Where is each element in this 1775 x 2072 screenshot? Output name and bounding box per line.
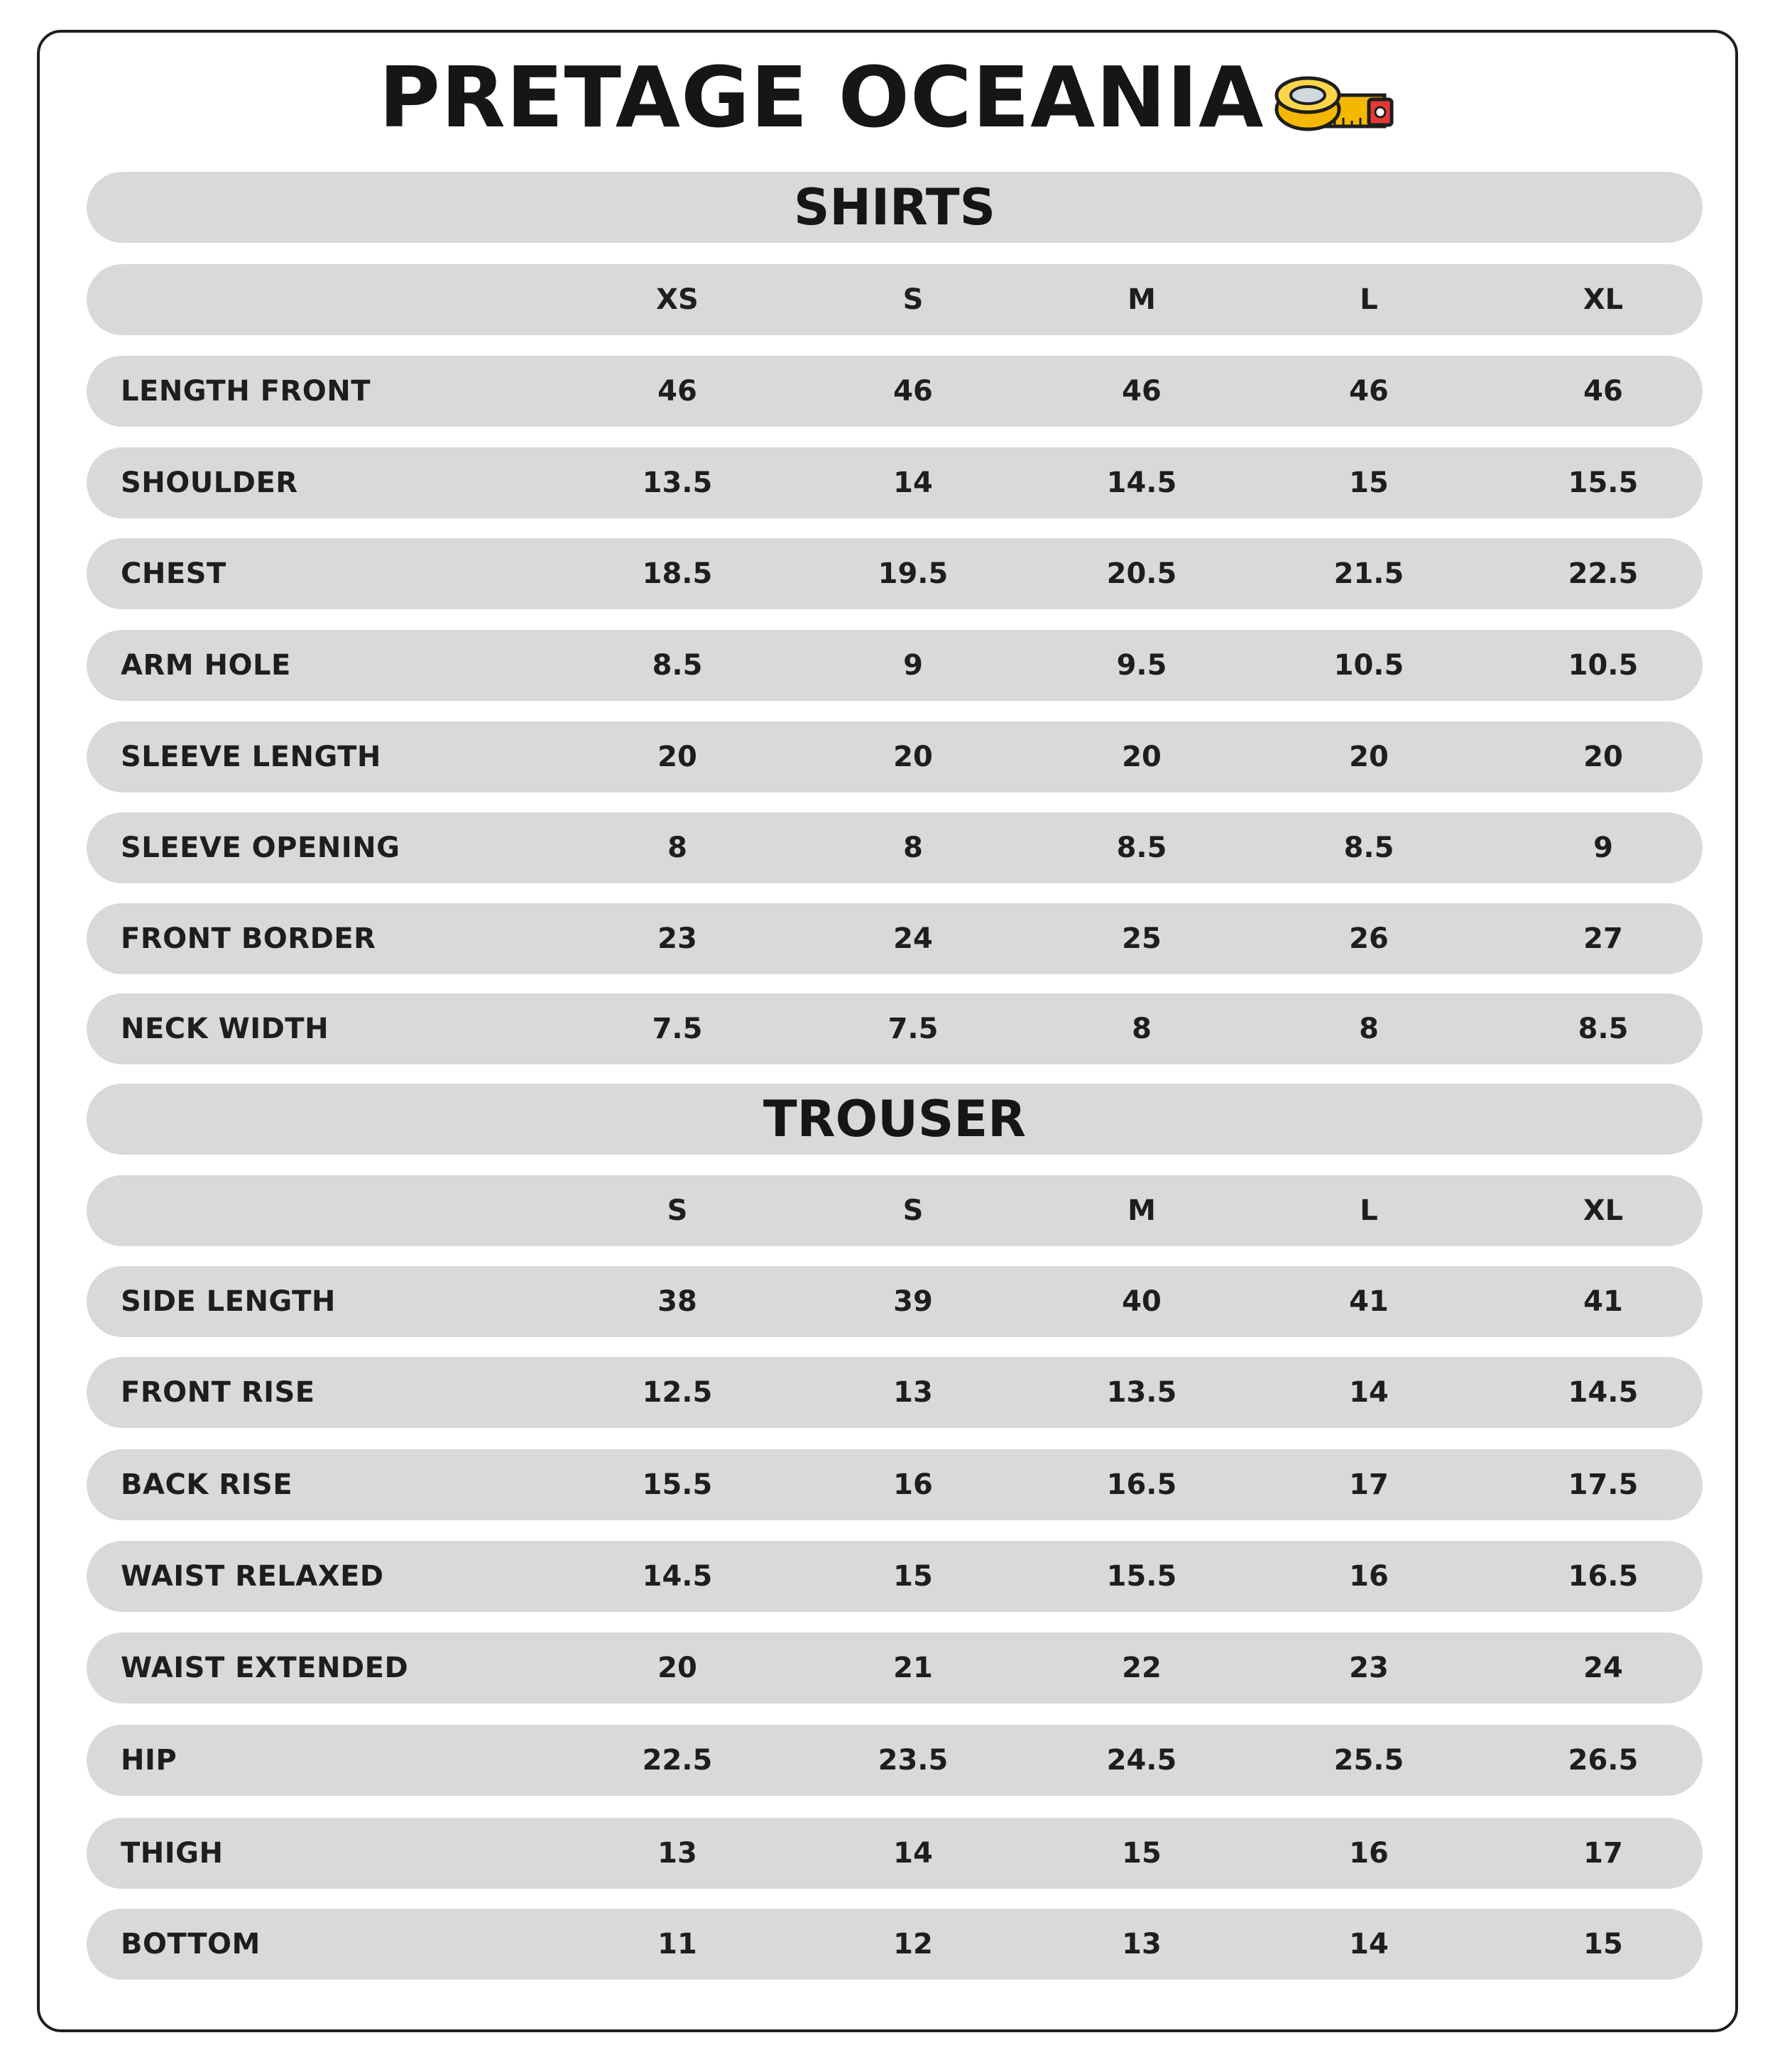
row-label: HIP bbox=[121, 1744, 178, 1777]
table-cell: 39 bbox=[893, 1285, 933, 1318]
table-cell: 9 bbox=[903, 649, 923, 682]
table-cell: 15 bbox=[893, 1560, 933, 1593]
table-cell: 46 bbox=[1583, 375, 1623, 408]
size-header: S bbox=[667, 1194, 688, 1227]
table-cell: 8.5 bbox=[652, 649, 703, 682]
table-cell: 14 bbox=[893, 467, 933, 499]
table-cell: 46 bbox=[893, 375, 933, 408]
table-cell: 26.5 bbox=[1568, 1744, 1639, 1777]
table-row bbox=[87, 630, 1703, 701]
table-cell: 23 bbox=[657, 922, 697, 955]
table-row bbox=[87, 1725, 1703, 1796]
table-row bbox=[87, 1357, 1703, 1428]
trouser-heading: TROUSER bbox=[763, 1090, 1027, 1148]
header bbox=[0, 44, 1775, 151]
table-cell: 15 bbox=[1122, 1837, 1162, 1870]
measuring-tape-icon bbox=[1274, 67, 1396, 135]
row-label: FRONT BORDER bbox=[121, 922, 376, 955]
table-cell: 13.5 bbox=[642, 467, 713, 499]
table-cell: 16 bbox=[893, 1468, 933, 1501]
row-label: SHOULDER bbox=[121, 467, 298, 499]
table-cell: 19.5 bbox=[878, 557, 949, 590]
row-label: CHEST bbox=[121, 557, 226, 590]
table-cell: 8.5 bbox=[1343, 831, 1394, 864]
table-cell: 10.5 bbox=[1568, 649, 1639, 682]
table-cell: 20 bbox=[1583, 741, 1623, 773]
table-cell: 7.5 bbox=[888, 1013, 939, 1045]
table-row bbox=[87, 1266, 1703, 1337]
table-cell: 13 bbox=[893, 1376, 933, 1409]
table-cell: 41 bbox=[1349, 1285, 1389, 1318]
table-cell: 20 bbox=[657, 741, 697, 773]
table-cell: 14 bbox=[893, 1837, 933, 1870]
table-cell: 14.5 bbox=[1106, 467, 1177, 499]
table-cell: 15 bbox=[1349, 467, 1389, 499]
row-label: FRONT RISE bbox=[121, 1376, 315, 1409]
table-cell: 13 bbox=[657, 1837, 697, 1870]
table-cell: 16.5 bbox=[1568, 1560, 1639, 1593]
size-header: XS bbox=[656, 283, 699, 316]
table-cell: 12.5 bbox=[642, 1376, 713, 1409]
table-cell: 20 bbox=[657, 1652, 697, 1684]
table-row bbox=[87, 993, 1703, 1064]
table-cell: 20 bbox=[893, 741, 933, 773]
table-cell: 21.5 bbox=[1333, 557, 1404, 590]
table-cell: 8.5 bbox=[1578, 1013, 1629, 1045]
table-cell: 9 bbox=[1593, 831, 1613, 864]
row-label: SLEEVE OPENING bbox=[121, 831, 400, 864]
table-row bbox=[87, 1632, 1703, 1703]
table-cell: 11 bbox=[657, 1928, 697, 1961]
table-cell: 15 bbox=[1583, 1928, 1623, 1961]
table-cell: 8 bbox=[1132, 1013, 1152, 1045]
table-row bbox=[87, 356, 1703, 427]
table-cell: 10.5 bbox=[1333, 649, 1404, 682]
table-cell: 15.5 bbox=[1106, 1560, 1177, 1593]
table-row bbox=[87, 1818, 1703, 1889]
table-cell: 13.5 bbox=[1106, 1376, 1177, 1409]
table-row bbox=[87, 812, 1703, 883]
table-cell: 8 bbox=[1359, 1013, 1379, 1045]
size-header: S bbox=[902, 283, 924, 316]
table-cell: 20 bbox=[1122, 741, 1162, 773]
table-row bbox=[87, 1449, 1703, 1520]
row-label: THIGH bbox=[121, 1837, 224, 1870]
row-label: BACK RISE bbox=[121, 1468, 293, 1501]
table-cell: 15.5 bbox=[1568, 467, 1639, 499]
table-cell: 46 bbox=[1122, 375, 1162, 408]
size-header: XL bbox=[1583, 283, 1624, 316]
table-cell: 15.5 bbox=[642, 1468, 713, 1501]
size-header: XL bbox=[1583, 1194, 1624, 1227]
table-cell: 22 bbox=[1122, 1652, 1162, 1684]
table-cell: 12 bbox=[893, 1928, 933, 1961]
table-row bbox=[87, 1909, 1703, 1980]
table-row bbox=[87, 1541, 1703, 1612]
table-cell: 21 bbox=[893, 1652, 933, 1684]
shirts-section-header bbox=[87, 172, 1703, 243]
size-header: M bbox=[1127, 1194, 1156, 1227]
table-cell: 41 bbox=[1583, 1285, 1623, 1318]
table-cell: 17.5 bbox=[1568, 1468, 1639, 1501]
table-cell: 23.5 bbox=[878, 1744, 949, 1777]
size-header: L bbox=[1360, 1194, 1378, 1227]
table-cell: 14 bbox=[1349, 1376, 1389, 1409]
row-label: SIDE LENGTH bbox=[121, 1285, 336, 1318]
table-row bbox=[87, 721, 1703, 792]
table-cell: 26 bbox=[1349, 922, 1389, 955]
table-cell: 17 bbox=[1349, 1468, 1389, 1501]
size-header: L bbox=[1360, 283, 1378, 316]
table-cell: 13 bbox=[1122, 1928, 1162, 1961]
size-header: S bbox=[902, 1194, 924, 1227]
table-row bbox=[87, 903, 1703, 974]
table-cell: 8 bbox=[667, 831, 687, 864]
table-cell: 46 bbox=[657, 375, 697, 408]
table-cell: 40 bbox=[1122, 1285, 1162, 1318]
row-label: NECK WIDTH bbox=[121, 1013, 329, 1045]
table-cell: 24 bbox=[893, 922, 933, 955]
table-cell: 20.5 bbox=[1106, 557, 1177, 590]
table-cell: 7.5 bbox=[652, 1013, 703, 1045]
table-cell: 14.5 bbox=[642, 1560, 713, 1593]
row-label: SLEEVE LENGTH bbox=[121, 741, 381, 773]
table-cell: 24 bbox=[1583, 1652, 1623, 1684]
table-cell: 16 bbox=[1349, 1837, 1389, 1870]
table-cell: 27 bbox=[1583, 922, 1623, 955]
table-cell: 17 bbox=[1583, 1837, 1623, 1870]
table-cell: 16.5 bbox=[1106, 1468, 1177, 1501]
table-cell: 14 bbox=[1349, 1928, 1389, 1961]
row-label: ARM HOLE bbox=[121, 649, 291, 682]
shirts-size-header-row bbox=[87, 264, 1703, 335]
table-cell: 25 bbox=[1122, 922, 1162, 955]
table-row bbox=[87, 447, 1703, 518]
table-cell: 24.5 bbox=[1106, 1744, 1177, 1777]
row-label: WAIST EXTENDED bbox=[121, 1652, 409, 1684]
size-header: M bbox=[1127, 283, 1156, 316]
table-cell: 25.5 bbox=[1333, 1744, 1404, 1777]
table-row bbox=[87, 538, 1703, 609]
table-cell: 14.5 bbox=[1568, 1376, 1639, 1409]
table-cell: 16 bbox=[1349, 1560, 1389, 1593]
row-label: BOTTOM bbox=[121, 1928, 261, 1961]
shirts-heading: SHIRTS bbox=[794, 178, 995, 236]
brand-title: PRETAGE OCEANIA bbox=[378, 48, 1265, 146]
table-cell: 38 bbox=[657, 1285, 697, 1318]
table-cell: 9.5 bbox=[1116, 649, 1167, 682]
row-label: LENGTH FRONT bbox=[121, 375, 371, 408]
table-cell: 18.5 bbox=[642, 557, 713, 590]
table-cell: 46 bbox=[1349, 375, 1389, 408]
trouser-size-header-row bbox=[87, 1175, 1703, 1246]
row-label: WAIST RELAXED bbox=[121, 1560, 384, 1593]
table-cell: 22.5 bbox=[1568, 557, 1639, 590]
trouser-section-header bbox=[87, 1084, 1703, 1155]
table-cell: 20 bbox=[1349, 741, 1389, 773]
table-cell: 8.5 bbox=[1116, 831, 1167, 864]
table-cell: 23 bbox=[1349, 1652, 1389, 1684]
table-cell: 22.5 bbox=[642, 1744, 713, 1777]
table-cell: 8 bbox=[903, 831, 923, 864]
